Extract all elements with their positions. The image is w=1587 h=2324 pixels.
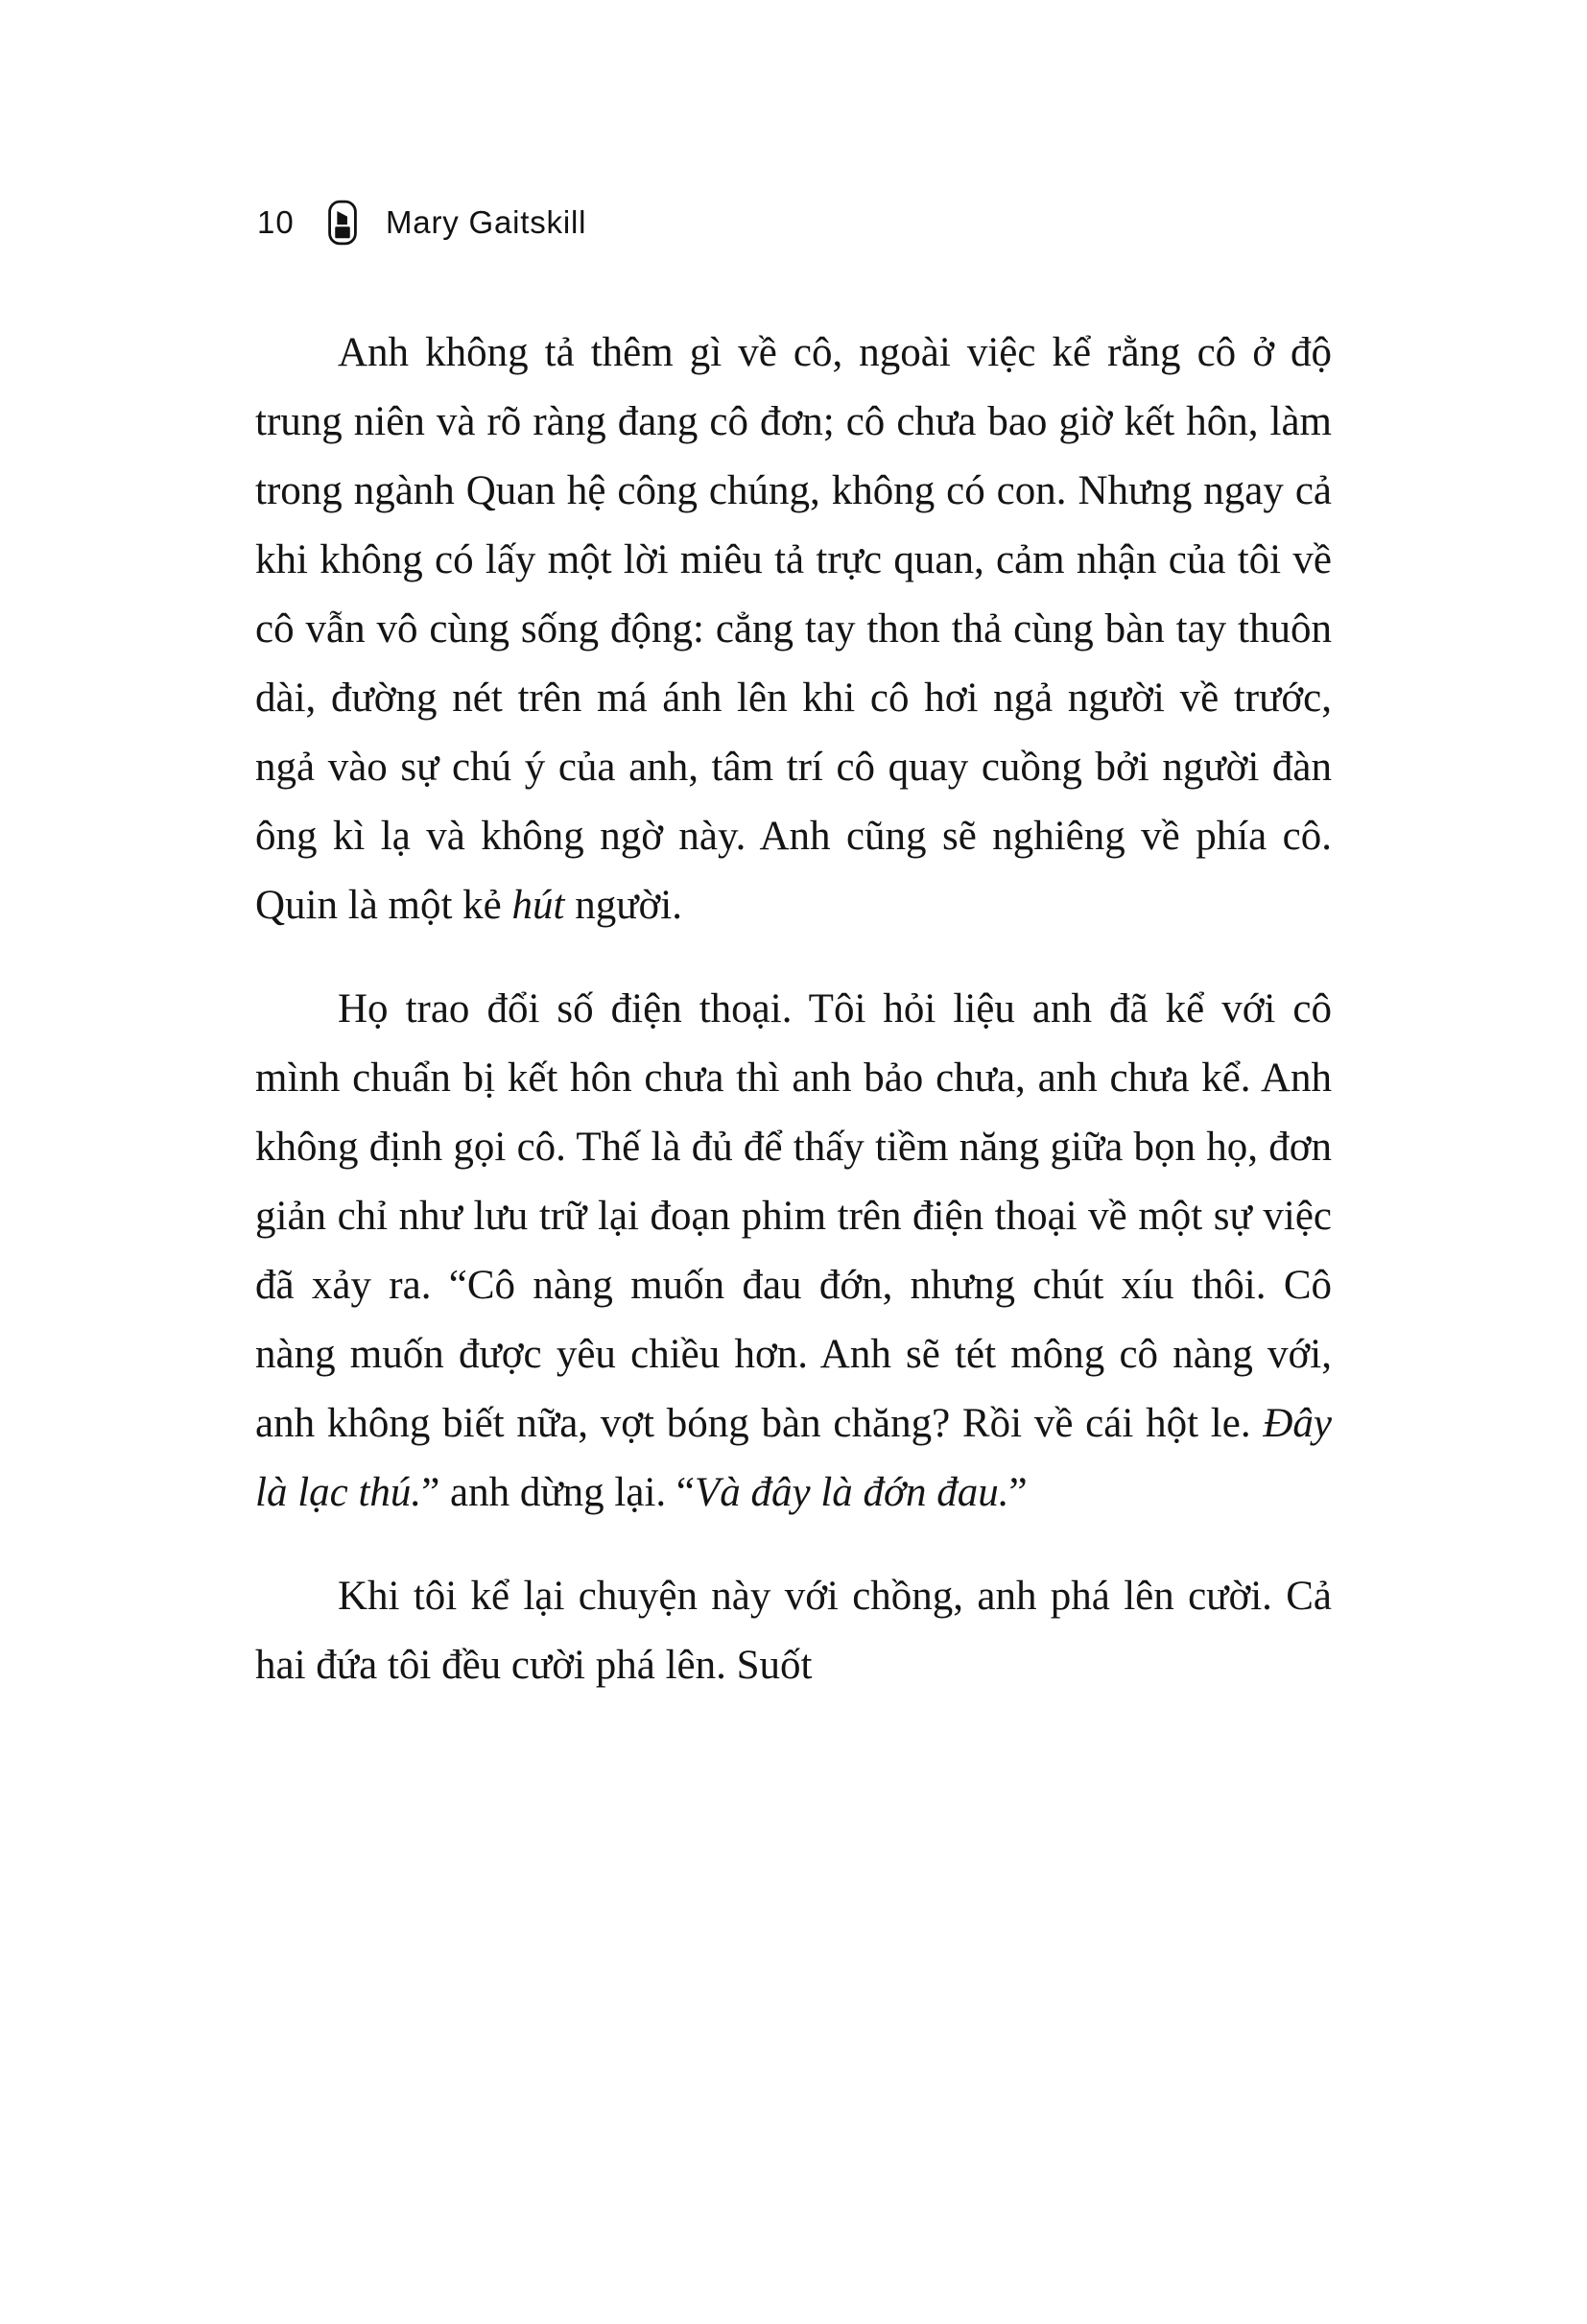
text-run: ” [1008, 1470, 1028, 1515]
text-run: ” anh dừng lại. “ [421, 1470, 695, 1515]
lipstick-icon [326, 200, 359, 246]
text-run: Anh không tả thêm gì về cô, ngoài việc kể rằng cô ở độ trung niên và rõ ràng đang cô đơn; cô chưa bao giờ kết hôn, làm trong ngành Quan hệ công chúng, không có con. Nhưng ngay cả khi không có lấy một lời miêu tả trực quan, cảm nhận của tôi về cô vẫn vô cùng sống động: cẳng tay thon thả cùng bàn tay thuôn dài, đường nét trên má ánh lên khi cô hơi ngả người về trước, ngả vào sự chú ý của anh, tâm trí cô quay cuồng bởi người đàn ông kì lạ và không ngờ này. Anh cũng sẽ nghiêng về phía cô. Quin là một kẻ [255, 330, 1332, 928]
text-run: người. [564, 883, 682, 928]
page-text [255, 319, 1332, 1735]
page-header [257, 200, 586, 246]
text-run: Họ trao đổi số điện thoại. Tôi hỏi liệu anh đã kể với cô mình chuẩn bị kết hôn chưa thì anh bảo chưa, anh chưa kể. Anh không định gọi cô. Thế là đủ để thấy tiềm năng giữa bọn họ, đơn giản chỉ như lưu trữ lại đoạn phim trên điện thoại về một sự việc đã xảy ra. “Cô nàng muốn đau đớn, nhưng chút xíu thôi. Cô nàng muốn được yêu chiều hơn. Anh sẽ tét mông cô nàng với, anh không biết nữa, vợt bóng bàn chăng? Rồi về cái hột le. [255, 986, 1332, 1446]
italic-text-run: hút [511, 883, 565, 928]
page-number: 10 [257, 204, 295, 240]
paragraph [255, 975, 1332, 1528]
text-run: Khi tôi kể lại chuyện này với chồng, anh phá lên cười. Cả hai đứa tôi đều cười phá lên. Suốt [255, 1574, 1332, 1688]
italic-text-run: Đây là lạc thú. [255, 1401, 1332, 1515]
paragraph [255, 319, 1332, 940]
italic-text-run: Và đây là đớn đau. [694, 1470, 1009, 1515]
running-head-author: Mary Gaitskill [386, 204, 587, 240]
paragraph [255, 1562, 1332, 1700]
